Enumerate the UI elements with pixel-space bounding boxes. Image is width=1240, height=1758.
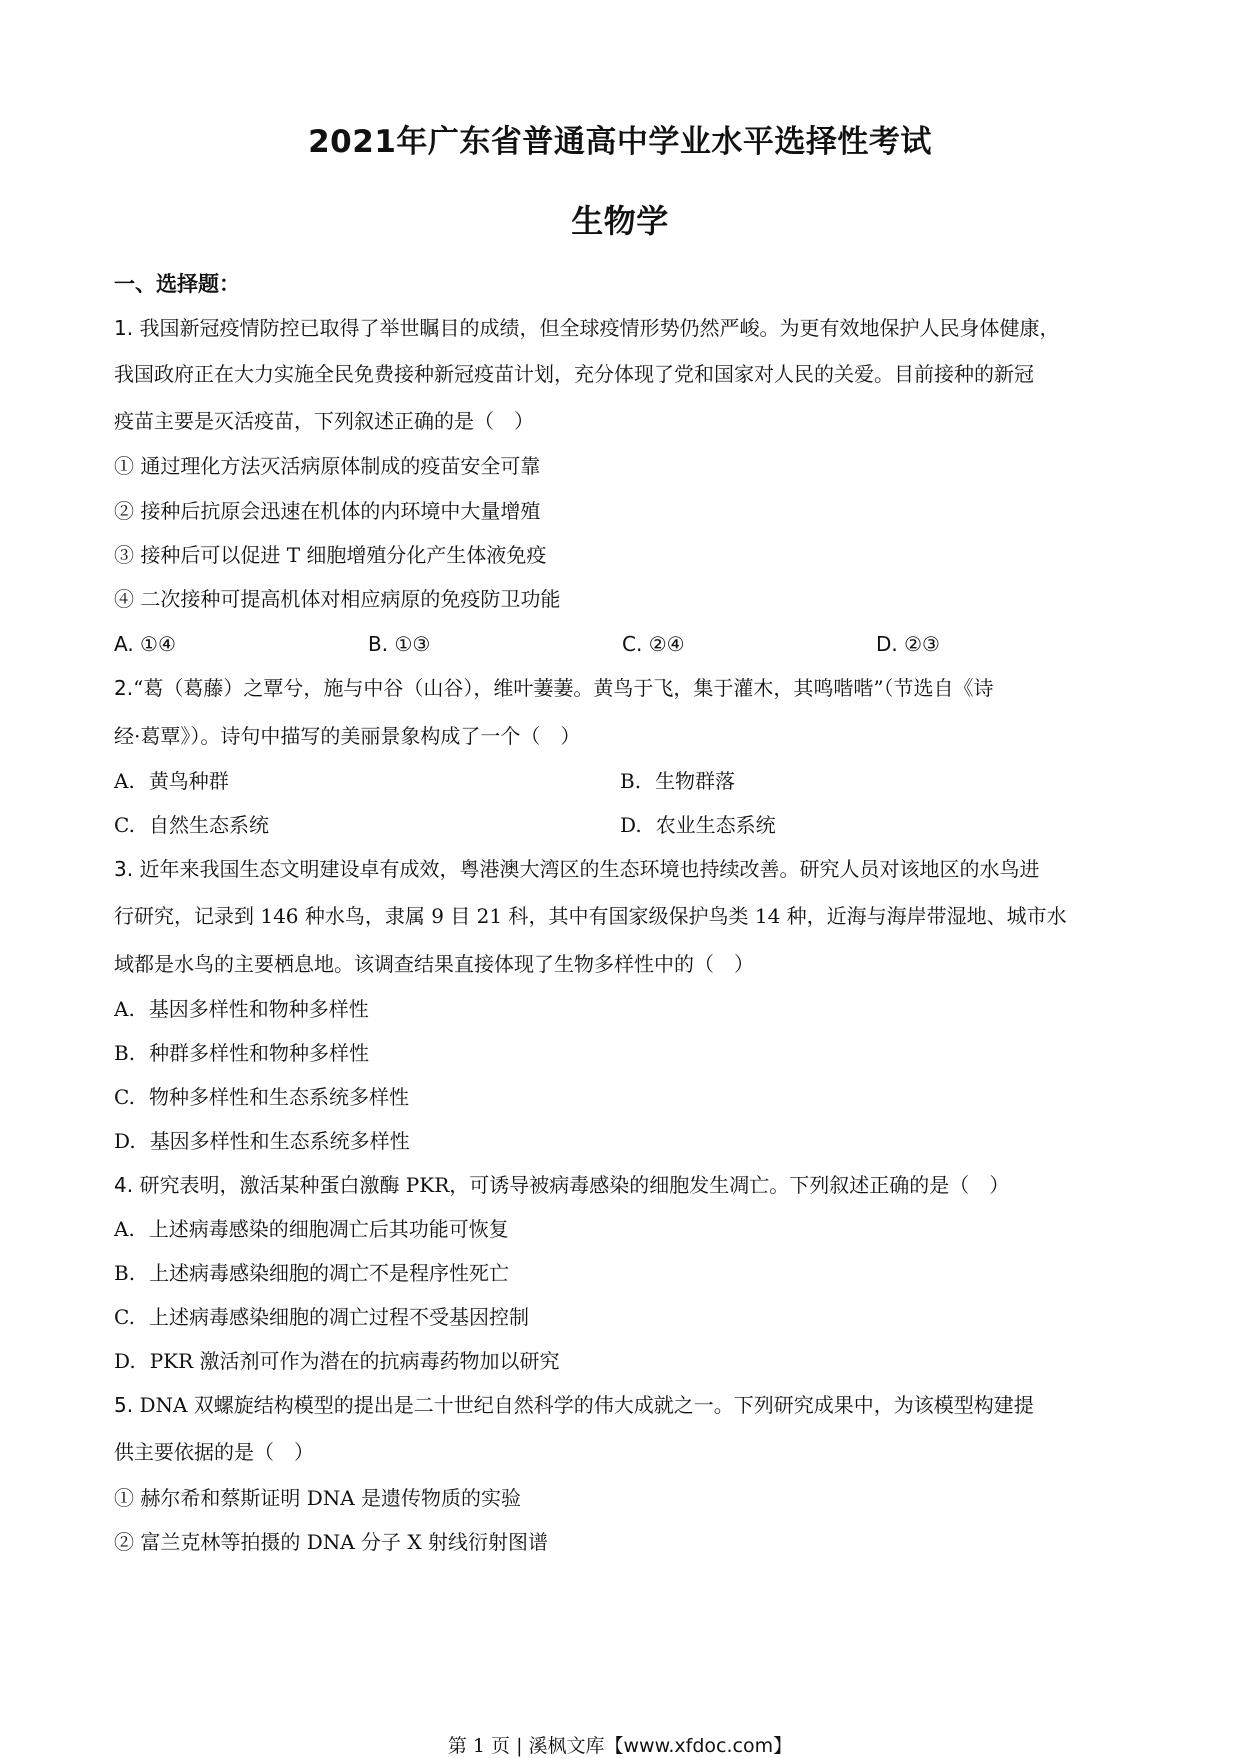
question-3-line-2: 行研究，记录到 146 种水鸟，隶属 9 目 21 科，其中有国家级保护鸟类 14 种，近海与海岸带湿地、城市水 xyxy=(114,904,1067,928)
option-b[interactable]: B. 生物群落 xyxy=(620,769,736,793)
option-d[interactable]: D. 农业生态系统 xyxy=(620,813,776,837)
option-c[interactable]: C. 自然生态系统 xyxy=(114,813,269,837)
statement-2: ② 接种后抗原会迅速在机体的内环境中大量增殖 xyxy=(114,499,541,523)
question-3-line-3: 域都是水鸟的主要栖息地。该调查结果直接体现了生物多样性中的（ ） xyxy=(114,952,754,976)
option-b[interactable]: B. 上述病毒感染细胞的凋亡不是程序性死亡 xyxy=(114,1261,510,1285)
option-b[interactable]: B. ①③ xyxy=(368,632,431,656)
statement-4: ④ 二次接种可提高机体对相应病原的免疫防卫功能 xyxy=(114,587,561,611)
question-5-line-2: 供主要依据的是（ ） xyxy=(114,1440,314,1464)
question-1-line-2: 我国政府正在大力实施全民免费接种新冠疫苗计划，充分体现了党和国家对人民的关爱。目前接种的新冠 xyxy=(114,362,1034,386)
option-a[interactable]: A. 基因多样性和物种多样性 xyxy=(114,997,369,1021)
question-text: “葛（葛藤）之覃兮，施与中谷（山谷），维叶萋萋。黄鸟于飞，集于灌木，其鸣喈喈”（节选自《诗 xyxy=(133,676,994,700)
question-text: 研究表明，激活某种蛋白激酶 PKR，可诱导被病毒感染的细胞发生凋亡。下列叙述正确的是（ ） xyxy=(139,1173,1010,1197)
option-d[interactable]: D. 基因多样性和生态系统多样性 xyxy=(114,1129,410,1153)
question-5-line-1 xyxy=(114,1391,1134,1419)
question-number: 3. xyxy=(114,857,134,881)
option-d[interactable]: D. ②③ xyxy=(876,632,940,656)
option-c[interactable]: C. 物种多样性和生态系统多样性 xyxy=(114,1085,409,1109)
question-text: 我国新冠疫情防控已取得了举世瞩目的成绩，但全球疫情形势仍然严峻。为更有效地保护人民身体健康， xyxy=(139,316,1060,340)
question-number: 1. xyxy=(114,316,134,340)
question-number: 5. xyxy=(114,1393,134,1417)
question-number: 4. xyxy=(114,1173,134,1197)
option-c[interactable]: C. ②④ xyxy=(622,632,685,656)
question-4-line-1 xyxy=(114,1171,1134,1199)
page-title: 2021年广东省普通高中学业水平选择性考试 xyxy=(308,124,932,160)
section-heading: 一、选择题： xyxy=(114,272,240,296)
option-d[interactable]: D. PKR 激活剂可作为潜在的抗病毒药物加以研究 xyxy=(114,1349,560,1373)
footer-site-link[interactable]: 【www.xfdoc.com】 xyxy=(604,1735,793,1757)
option-a[interactable]: A. 黄鸟种群 xyxy=(114,769,229,793)
question-1-line-3: 疫苗主要是灭活疫苗，下列叙述正确的是（ ） xyxy=(114,409,534,433)
statement-3: ③ 接种后可以促进 T 细胞增殖分化产生体液免疫 xyxy=(114,543,547,567)
question-3-line-1 xyxy=(114,855,1134,883)
footer-page-label: 第 1 页 | 溪枫文库 xyxy=(447,1735,605,1757)
option-b[interactable]: B. 种群多样性和物种多样性 xyxy=(114,1041,370,1065)
question-1-line-1 xyxy=(114,314,1134,342)
question-number: 2. xyxy=(114,676,134,700)
question-2-line-1 xyxy=(114,674,1134,702)
subject-title: 生物学 xyxy=(571,202,669,240)
statement-1: ① 赫尔希和蔡斯证明 DNA 是遗传物质的实验 xyxy=(114,1486,522,1510)
question-text: 近年来我国生态文明建设卓有成效，粤港澳大湾区的生态环境也持续改善。研究人员对该地区的水鸟进 xyxy=(139,857,1040,881)
option-c[interactable]: C. 上述病毒感染细胞的凋亡过程不受基因控制 xyxy=(114,1305,529,1329)
statement-2: ② 富兰克林等拍摄的 DNA 分子 X 射线衍射图谱 xyxy=(114,1530,549,1554)
option-a[interactable]: A. ①④ xyxy=(114,632,176,656)
question-2-line-2: 经·葛覃》）。诗句中描写的美丽景象构成了一个（ ） xyxy=(114,724,581,748)
statement-1: ① 通过理化方法灭活病原体制成的疫苗安全可靠 xyxy=(114,454,541,478)
option-a[interactable]: A. 上述病毒感染的细胞凋亡后其功能可恢复 xyxy=(114,1217,509,1241)
question-text: DNA 双螺旋结构模型的提出是二十世纪自然科学的伟大成就之一。下列研究成果中，为该模型构建提 xyxy=(139,1393,1034,1417)
